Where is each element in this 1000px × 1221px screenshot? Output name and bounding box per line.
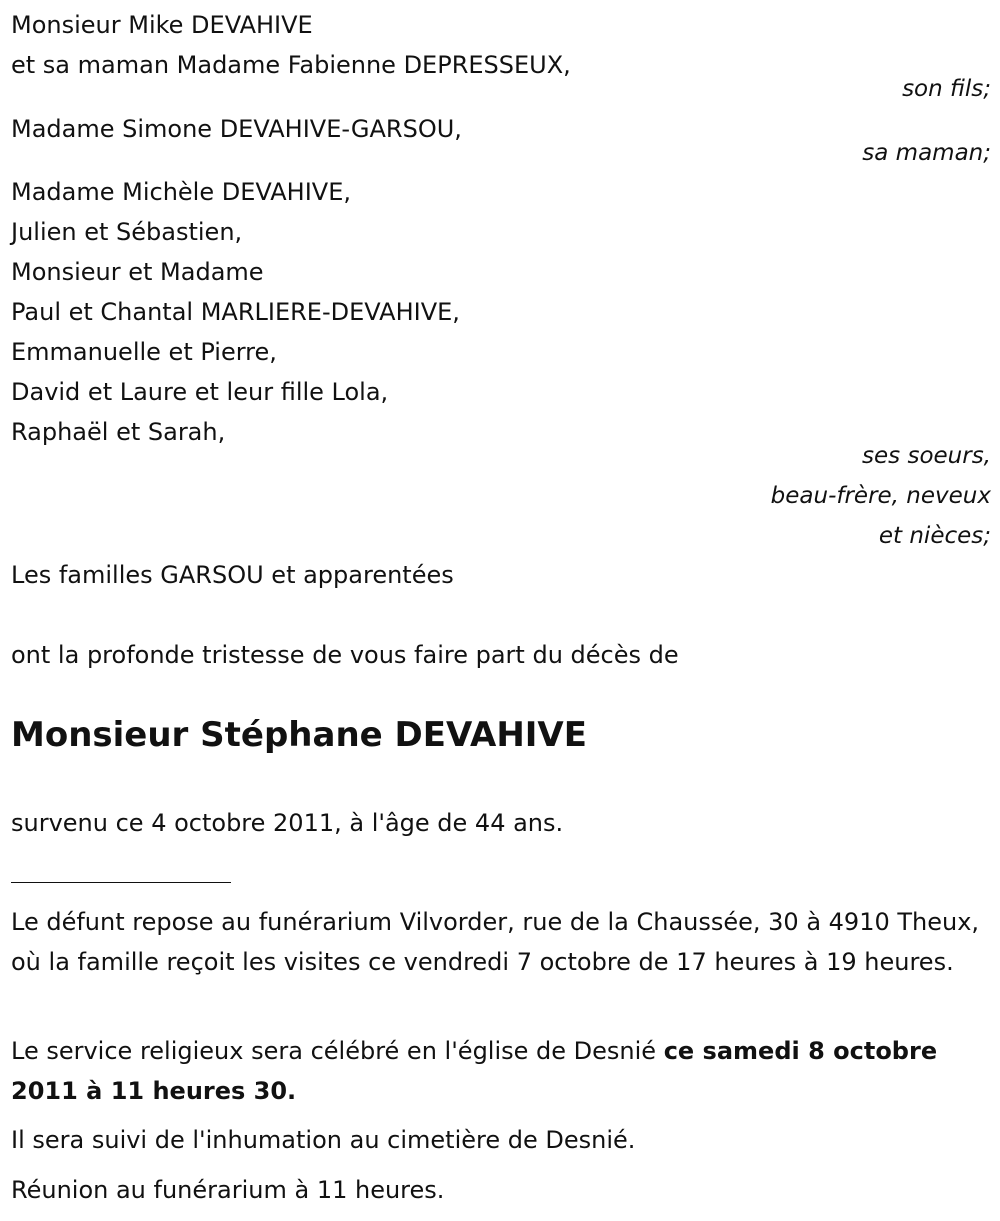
family-line: Madame Michèle DEVAHIVE, — [11, 178, 352, 206]
service-text: Le service religieux sera célébré en l'église de Desnié — [11, 1037, 664, 1065]
family-line: Monsieur Mike DEVAHIVE — [11, 11, 313, 39]
separator-line — [11, 882, 231, 883]
relation-label: son fils; — [902, 76, 991, 102]
announcement-text: ont la profonde tristesse de vous faire part du décès de — [11, 641, 679, 669]
family-line: Julien et Sébastien, — [11, 218, 243, 246]
family-line: Madame Simone DEVAHIVE-GARSOU, — [11, 115, 462, 143]
family-line: Raphaël et Sarah, — [11, 418, 226, 446]
relation-label: ses soeurs, — [862, 443, 991, 469]
relation-label: sa maman; — [862, 140, 991, 166]
burial-paragraph: Il sera suivi de l'inhumation au cimetière de Desnié. — [11, 1126, 636, 1154]
family-line: Emmanuelle et Pierre, — [11, 338, 277, 366]
meeting-paragraph: Réunion au funérarium à 11 heures. — [11, 1176, 445, 1204]
deceased-name: Monsieur Stéphane DEVAHIVE — [11, 715, 587, 755]
family-line: Monsieur et Madame — [11, 258, 264, 286]
relation-label: et nièces; — [878, 523, 991, 549]
family-line: et sa maman Madame Fabienne DEPRESSEUX, — [11, 51, 571, 79]
family-line: Les familles GARSOU et apparentées — [11, 561, 454, 589]
family-line: Paul et Chantal MARLIERE-DEVAHIVE, — [11, 298, 460, 326]
death-info: survenu ce 4 octobre 2011, à l'âge de 44 ans. — [11, 809, 564, 837]
service-date: ce samedi 8 octobre 2011 à 11 heures 30. — [11, 1037, 938, 1105]
service-paragraph — [11, 1031, 991, 1111]
visitation-paragraph: Le défunt repose au funérarium Vilvorder, rue de la Chaussée, 30 à 4910 Theux, où la famille reçoit les visites ce vendredi 7 octobre de 17 heures à 19 heures. — [11, 908, 980, 976]
family-line: David et Laure et leur fille Lola, — [11, 378, 389, 406]
relation-label: beau-frère, neveux — [770, 483, 991, 509]
